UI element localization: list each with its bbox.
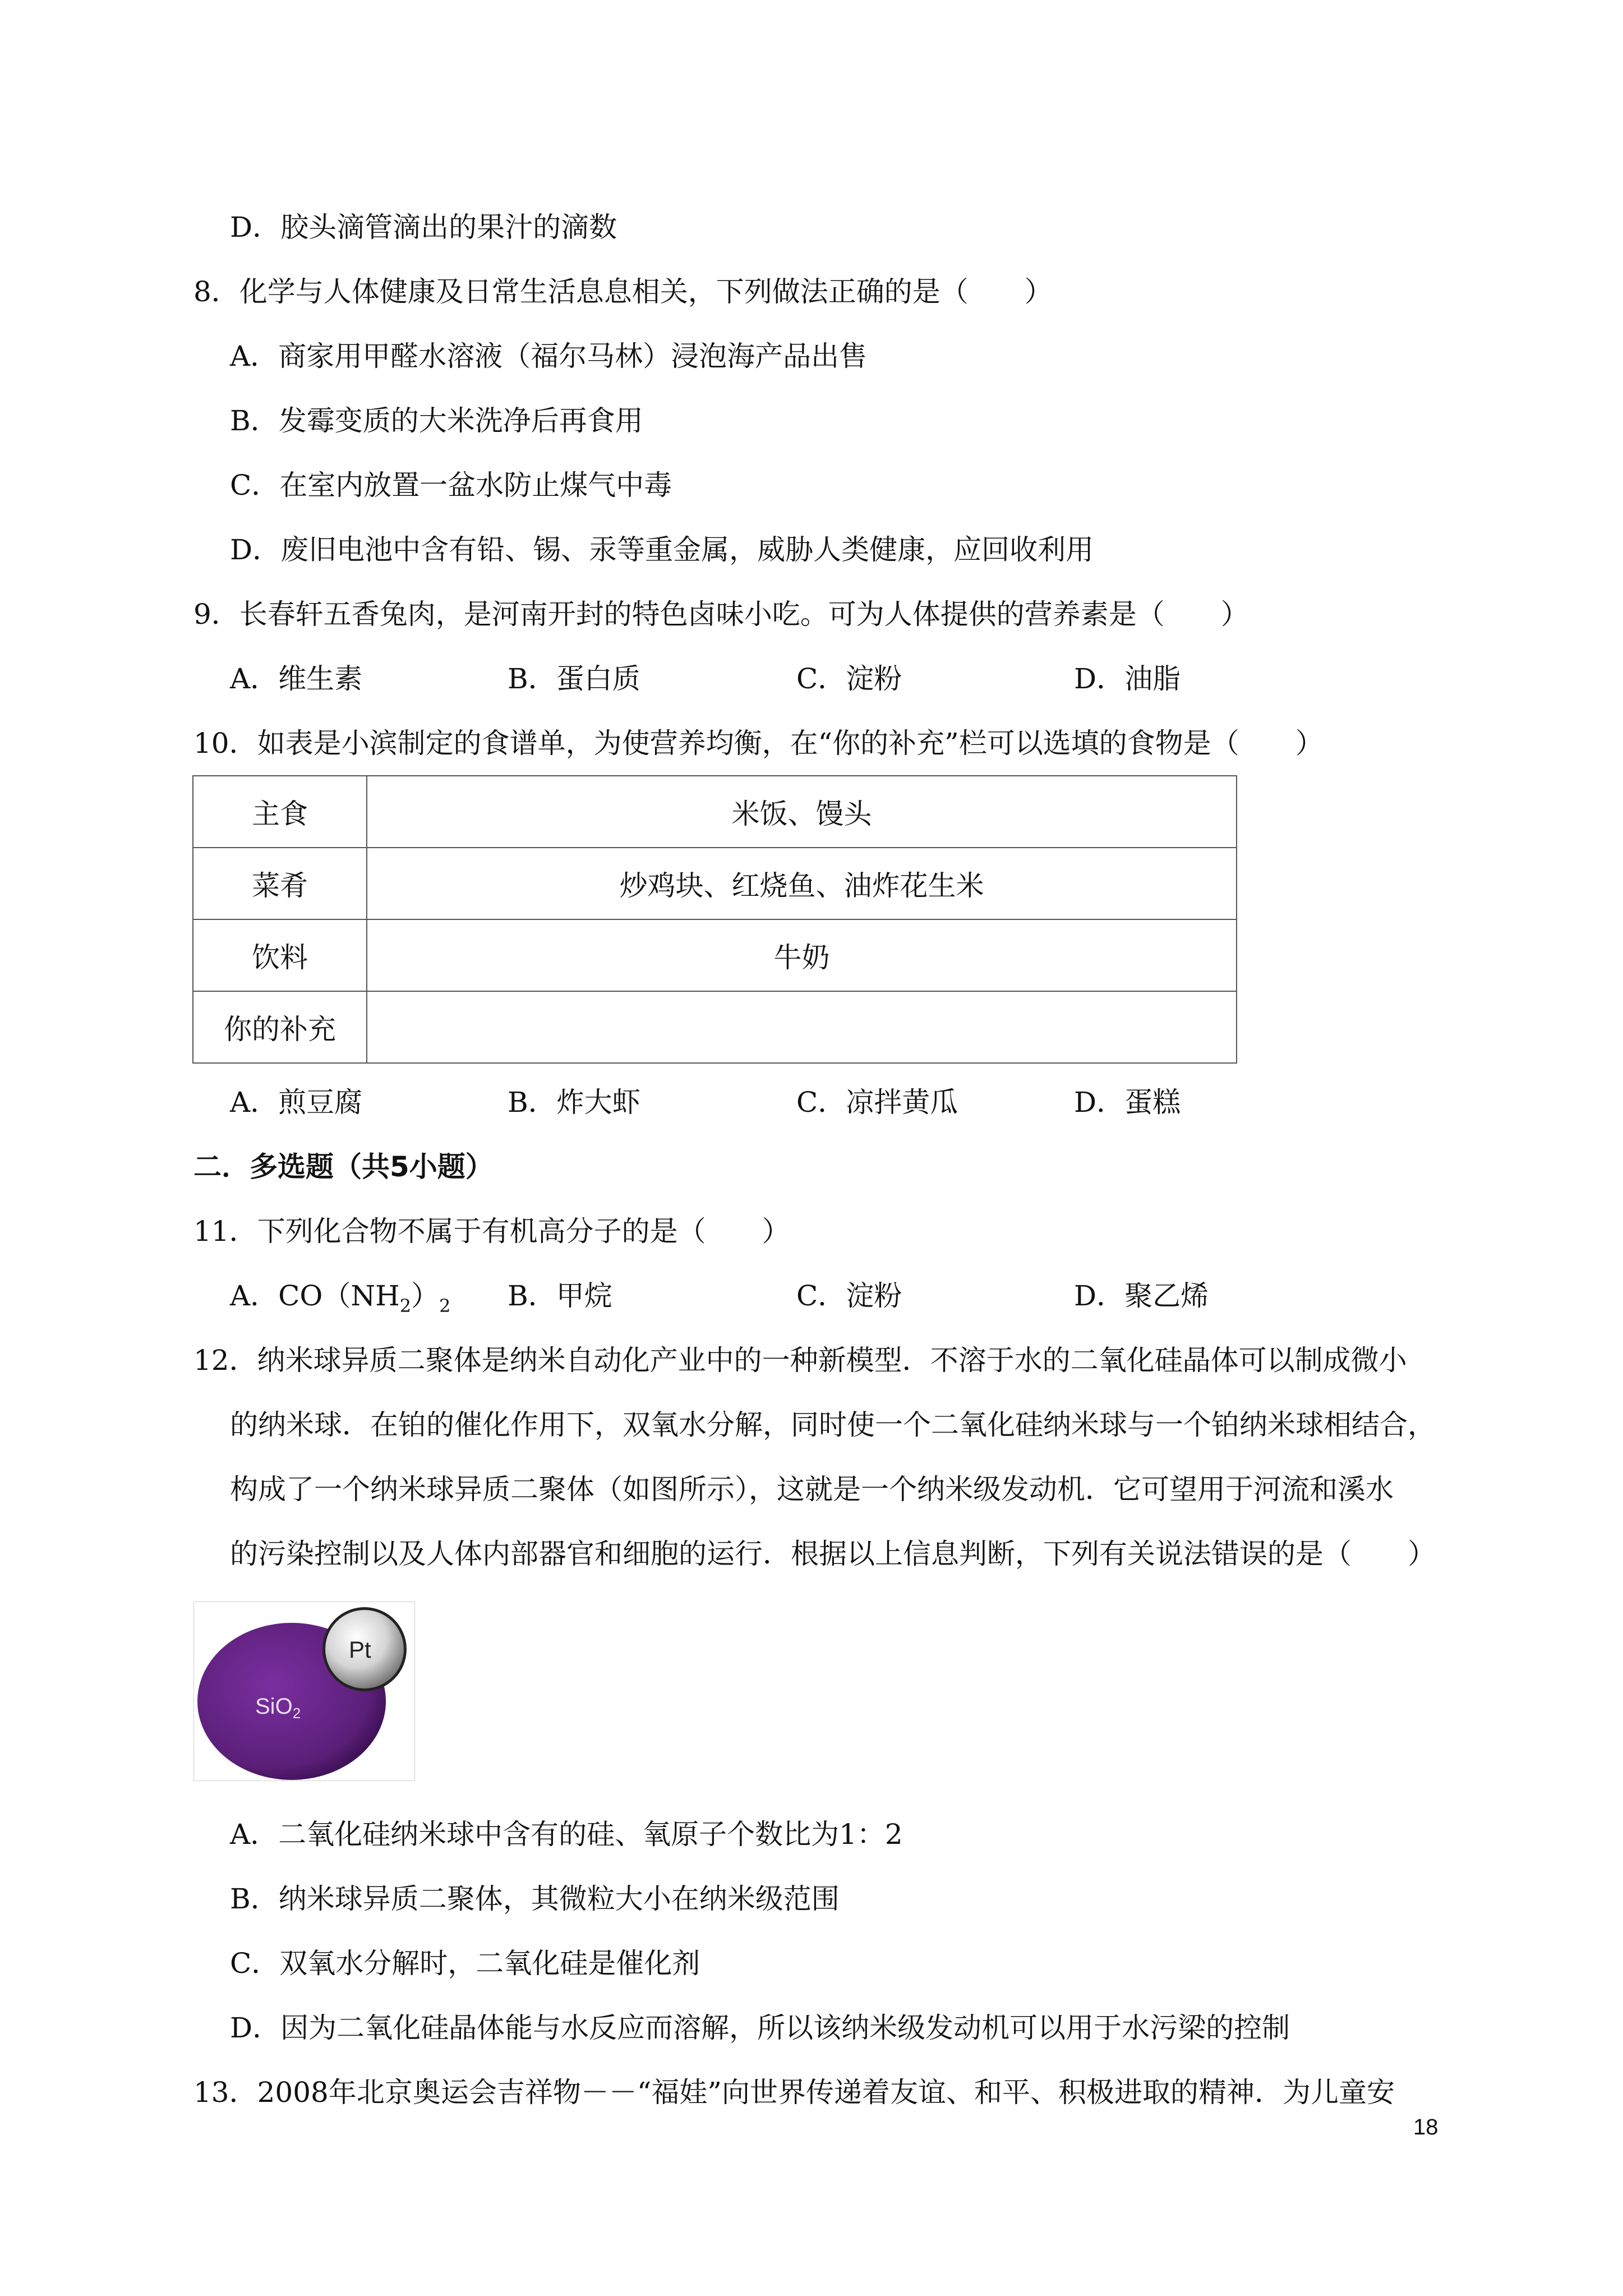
q12-stem-line-1: 12．纳米球异质二聚体是纳米自动化产业中的一种新模型．不溶于水的二氧化硅晶体可以制成微小 (193, 1344, 1407, 1377)
q10-option-b: B．炸大虾 (508, 1086, 640, 1119)
q10-option-a: A．煎豆腐 (230, 1086, 363, 1119)
q9-option-d: D．油脂 (1074, 662, 1181, 695)
table-value (367, 991, 1237, 1063)
q11-option-b: B．甲烷 (508, 1280, 612, 1312)
q11-option-a-close: ） (411, 1280, 440, 1312)
q12-stem-line-4: 的污染控制以及人体内部器官和细胞的运行．根据以上信息判断，下列有关说法错误的是（ ） (230, 1538, 1436, 1570)
q10-stem: 10．如表是小滨制定的食谱单，为使营养均衡，在“你的补充”栏可以选填的食物是（ ） (193, 727, 1324, 760)
q7-option-d: D．胶头滴管滴出的果汁的滴数 (230, 211, 617, 243)
table-key: 主食 (193, 776, 367, 848)
q8-option-a: A．商家用甲醛水溶液（福尔马林）浸泡海产品出售 (230, 340, 868, 372)
q13-stem: 13．2008年北京奥运会吉祥物－－“福娃”向世界传递着友谊、和平、积极进取的精神．为儿童安 (193, 2076, 1395, 2109)
q9-option-b: B．蛋白质 (508, 662, 640, 695)
table-value: 牛奶 (367, 919, 1237, 991)
q12-option-a: A．二氧化硅纳米球中含有的硅、氧原子个数比为1：2 (230, 1818, 903, 1851)
q12-option-d: D．因为二氧化硅晶体能与水反应而溶解，所以该纳米级发动机可以用于水污梁的控制 (230, 2012, 1290, 2044)
subscript: 2 (439, 1295, 451, 1317)
q9-option-c: C．淀粉 (796, 662, 902, 695)
table-key: 你的补充 (193, 991, 367, 1063)
sio2-label: SiO$_2$ (255, 1694, 301, 1722)
q10-option-c: C．凉拌黄瓜 (796, 1086, 958, 1119)
table-row (193, 919, 1237, 991)
q8-stem: 8．化学与人体健康及日常生活息息相关，下列做法正确的是（ ） (193, 275, 1053, 308)
table-row (193, 776, 1237, 848)
q11-option-d: D．聚乙烯 (1074, 1280, 1209, 1312)
table-row (193, 991, 1237, 1063)
q9-option-a: A．维生素 (230, 662, 363, 695)
table-row (193, 848, 1237, 919)
q8-option-c: C．在室内放置一盆水防止煤气中毒 (230, 469, 672, 501)
table-value: 米饭、馒头 (367, 776, 1237, 848)
section-heading: 二．多选题（共5小题） (193, 1151, 494, 1183)
q11-stem: 11．下列化合物不属于有机高分子的是（ ） (193, 1215, 790, 1248)
q12-stem-line-2: 的纳米球．在铂的催化作用下，双氧水分解，同时使一个二氧化硅纳米球与一个铂纳米球相结合， (230, 1409, 1436, 1441)
table-key: 菜肴 (193, 848, 367, 919)
nanosphere-dimer-figure (193, 1602, 415, 1781)
page-number: 18 (1413, 2115, 1438, 2139)
q12-option-c: C．双氧水分解时，二氧化硅是催化剂 (230, 1947, 700, 1980)
q8-option-d: D．废旧电池中含有铅、锡、汞等重金属，威胁人类健康，应回收利用 (230, 533, 1094, 566)
menu-table (192, 775, 1237, 1064)
table-key: 饮料 (193, 919, 367, 991)
q12-option-b: B．纳米球异质二聚体，其微粒大小在纳米级范围 (230, 1883, 840, 1915)
subscript: 2 (399, 1295, 412, 1317)
q11-option-a-main: A．CO（NH (230, 1280, 400, 1312)
q12-stem-line-3: 构成了一个纳米球异质二聚体（如图所示），这就是一个纳米级发动机．它可望用于河流和溪水 (230, 1473, 1394, 1506)
q9-stem: 9．长春轩五香兔肉，是河南开封的特色卤味小吃。可为人体提供的营养素是（ ） (193, 598, 1249, 631)
q8-option-b: B．发霉变质的大米洗净后再食用 (230, 404, 643, 437)
pt-label: Pt (349, 1636, 371, 1663)
q11-option-a (230, 1279, 450, 1323)
table-value: 炒鸡块、红烧鱼、油炸花生米 (367, 848, 1237, 919)
q10-option-d: D．蛋糕 (1074, 1086, 1181, 1119)
q11-option-c: C．淀粉 (796, 1280, 902, 1312)
